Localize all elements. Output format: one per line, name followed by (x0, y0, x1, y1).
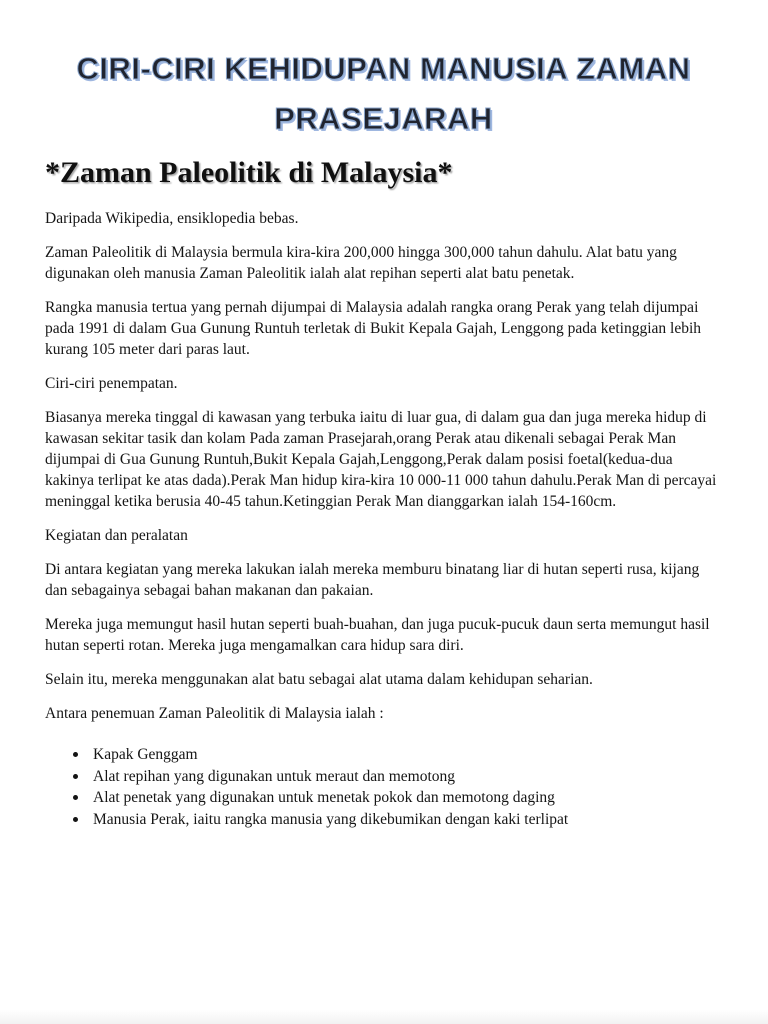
page-heading: *Zaman Paleolitik di Malaysia* (45, 156, 453, 189)
document-title-line-1: CIRI-CIRI KEHIDUPAN MANUSIA ZAMAN (76, 51, 691, 86)
paragraph-findings-intro: Antara penemuan Zaman Paleolitik di Malaysia ialah : (45, 705, 384, 722)
list-item-label: Alat repihan yang digunakan untuk meraut dan memotong (93, 767, 456, 785)
paragraph-settlement-label: Ciri-ciri penempatan. (45, 375, 178, 392)
bullet-icon (73, 817, 78, 822)
paragraph-gathering: Mereka juga memungut hasil hutan seperti buah-buahan, dan juga pucuk-pucuk daun serta memungut hasil hutan seperti rotan. Mereka juga mengamalkan cara hidup sara diri. (45, 616, 710, 654)
document-title-line-2: PRASEJARAH (274, 101, 493, 136)
bullet-icon (73, 752, 78, 757)
list-item-label: Kapak Genggam (93, 746, 198, 763)
list-item-label: Alat penetak yang digunakan untuk menetak pokok dan memotong daging (93, 789, 555, 806)
paragraph-intro: Zaman Paleolitik di Malaysia bermula kira-kira 200,000 hingga 300,000 tahun dahulu. Alat batu yang digunakan oleh manusia Zaman Paleolitik ialah alat repihan seperti alat batu penetak. (45, 244, 677, 282)
list-item (93, 809, 713, 831)
list-item-label: Manusia Perak, iaitu rangka manusia yang dikebumikan dengan kaki terlipat (93, 810, 569, 828)
list-item (93, 787, 713, 809)
findings-list (45, 744, 722, 830)
list-item (93, 766, 713, 788)
paragraph-hunting: Di antara kegiatan yang mereka lakukan ialah mereka memburu binatang liar di hutan seperti rusa, kijang dan sebagainya sebagai bahan makanan dan pakaian. (45, 561, 700, 599)
bullet-icon (73, 795, 78, 800)
bullet-icon (73, 774, 78, 779)
list-item (93, 744, 713, 766)
paragraph-settlement-detail: Biasanya mereka tinggal di kawasan yang terbuka iaitu di luar gua, di dalam gua dan juga mereka hidup di kawasan sekitar tasik dan kolam Pada zaman Prasejarah,orang Perak atau dikenali sebagai Perak Man dijumpai di Gua Gunung Runtuh,Bukit Kepala Gajah,Lenggong,Perak dalam posisi foetal(kedua-dua kakinya terlipat ke atas dada).Perak Man hidup kira-kira 10 000-11 000 tahun dahulu.Perak Man di percayai meninggal ketika berusia 40-45 tahun.Ketinggian Perak Man dianggarkan ialah 154-160cm. (45, 409, 717, 510)
paragraph-activities-label: Kegiatan dan peralatan (45, 527, 188, 544)
paragraph-perak-man-discovery: Rangka manusia tertua yang pernah dijumpai di Malaysia adalah rangka orang Perak yang telah dijumpai pada 1991 di dalam Gua Gunung Runtuh terletak di Bukit Kepala Gajah, Lenggong pada ketinggian lebih kurang 105 meter dari paras laut. (45, 299, 702, 358)
paragraph-stone-tools: Selain itu, mereka menggunakan alat batu sebagai alat utama dalam kehidupan seharian. (45, 671, 593, 688)
document-title (45, 44, 722, 144)
source-line: Daripada Wikipedia, ensiklopedia bebas. (45, 210, 299, 227)
